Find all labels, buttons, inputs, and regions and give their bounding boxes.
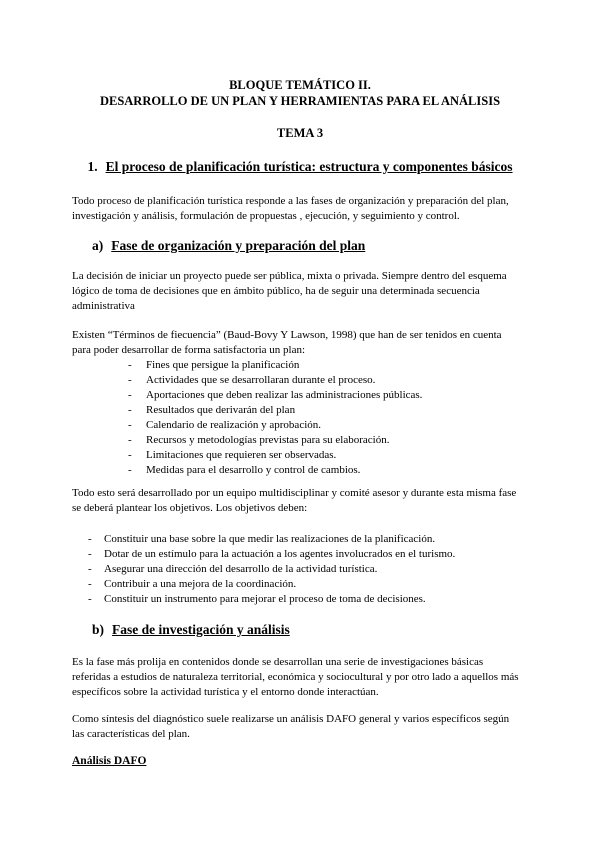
dash-bullet: - [128, 449, 132, 461]
section-a-paragraph-2 [72, 328, 538, 358]
section-b-title: Fase de investigación y análisis [112, 622, 290, 637]
block-title: BLOQUE TEMÁTICO II. [229, 78, 371, 92]
list-item: - Aportaciones que deben realizar las administraciones públicas. [128, 389, 423, 401]
list-item: - Contribuir a una mejora de la coordinación. [88, 578, 297, 590]
dash-bullet: - [128, 419, 132, 431]
list-item: - Constituir un instrumento para mejorar el proceso de toma de decisiones. [88, 593, 426, 605]
section-1-title: El proceso de planificación turística: estructura y componentes básicos [105, 159, 513, 174]
tema-title: TEMA 3 [276, 126, 324, 140]
list-item: - Limitaciones que requieren ser observadas. [128, 449, 337, 461]
section-a-heading [92, 238, 365, 254]
frequency-terms-list [128, 358, 422, 478]
list-item: - Asegurar una dirección del desarrollo de la actividad turística. [88, 563, 378, 575]
list-item: - Recursos y metodologías previstas para su elaboración. [128, 434, 390, 446]
dash-bullet: - [128, 464, 132, 476]
list-item: - Actividades que se desarrollaran durante el proceso. [128, 374, 376, 386]
list-item: - Dotar de un estímulo para la actuación a los agentes involucrados en el turismo. [88, 548, 456, 560]
text-line: La decisión de iniciar un proyecto puede ser pública, mixta o privada. Siempre dentro del esquema [72, 270, 507, 282]
dash-bullet: - [128, 434, 132, 446]
block-subtitle: DESARROLLO DE UN PLAN Y HERRAMIENTAS PARA EL ANÁLISIS [99, 94, 501, 108]
text-line: referidas a estudios de naturaleza territorial, económica y sociocultural y por otro lado a aquellos más [72, 671, 519, 683]
section-a-letter: a) [92, 238, 104, 253]
list-item: - Constituir una base sobre la que medir las realizaciones de la planificación. [88, 533, 436, 545]
list-item: - Resultados que derivarán del plan [128, 404, 296, 416]
section-b-letter: b) [92, 622, 105, 637]
text-line: Es la fase más prolija en contenidos donde se desarrollan una serie de investigaciones básicas [72, 656, 484, 668]
dash-bullet: - [128, 389, 132, 401]
text-line: para poder desarrollar de forma satisfactoria un plan: [72, 344, 306, 356]
text-line: administrativa [72, 300, 135, 312]
text-line: Todo proceso de planificación turística responde a las fases de organización y preparación del plan, [72, 195, 509, 207]
dash-bullet: - [88, 593, 92, 605]
dash-bullet: - [88, 548, 92, 560]
section-1-number: 1. [87, 159, 98, 174]
dash-bullet: - [88, 533, 92, 545]
dash-bullet: - [88, 563, 92, 575]
text-line: se deberá plantear los objetivos. Los objetivos deben: [72, 502, 308, 514]
section-b-paragraph-1 [72, 655, 538, 700]
list-item: - Medidas para el desarrollo y control de cambios. [128, 464, 361, 476]
text-line: Como síntesis del diagnóstico suele realizarse un análisis DAFO general y varios específicos según [72, 713, 510, 725]
objectives-list [88, 532, 455, 607]
dash-bullet: - [128, 374, 132, 386]
dafo-subheading: Análisis DAFO [72, 755, 147, 767]
text-line: investigación y análisis, formulación de propuestas , ejecución, y seguimiento y control. [72, 210, 460, 222]
dash-bullet: - [128, 404, 132, 416]
list-item: - Calendario de realización y aprobación. [128, 419, 322, 431]
dash-bullet: - [128, 359, 132, 371]
section-a-paragraph-1 [72, 269, 538, 314]
section-b-heading [92, 622, 290, 638]
section-1-intro [72, 194, 538, 224]
section-a-paragraph-3 [72, 486, 538, 516]
text-line: lógico de toma de decisiones que en ámbito público, ha de seguir una determinada secuencia [72, 285, 480, 297]
dash-bullet: - [88, 578, 92, 590]
section-b-paragraph-2 [72, 712, 538, 742]
list-item: - Fines que persigue la planificación [128, 359, 300, 371]
text-line: específicos sobre la actividad turística y el entorno donde interactúan. [72, 686, 379, 698]
text-line: Todo esto será desarrollado por un equipo multidisciplinar y comité asesor y durante esta misma fase [72, 487, 517, 499]
section-a-title: Fase de organización y preparación del plan [111, 238, 366, 253]
section-1-heading [0, 159, 600, 175]
text-line: las características del plan. [72, 728, 190, 740]
text-line: Existen “Términos de fiecuencia” (Baud-Bovy Y Lawson, 1998) que han de ser tenidos en cuenta [72, 329, 502, 341]
